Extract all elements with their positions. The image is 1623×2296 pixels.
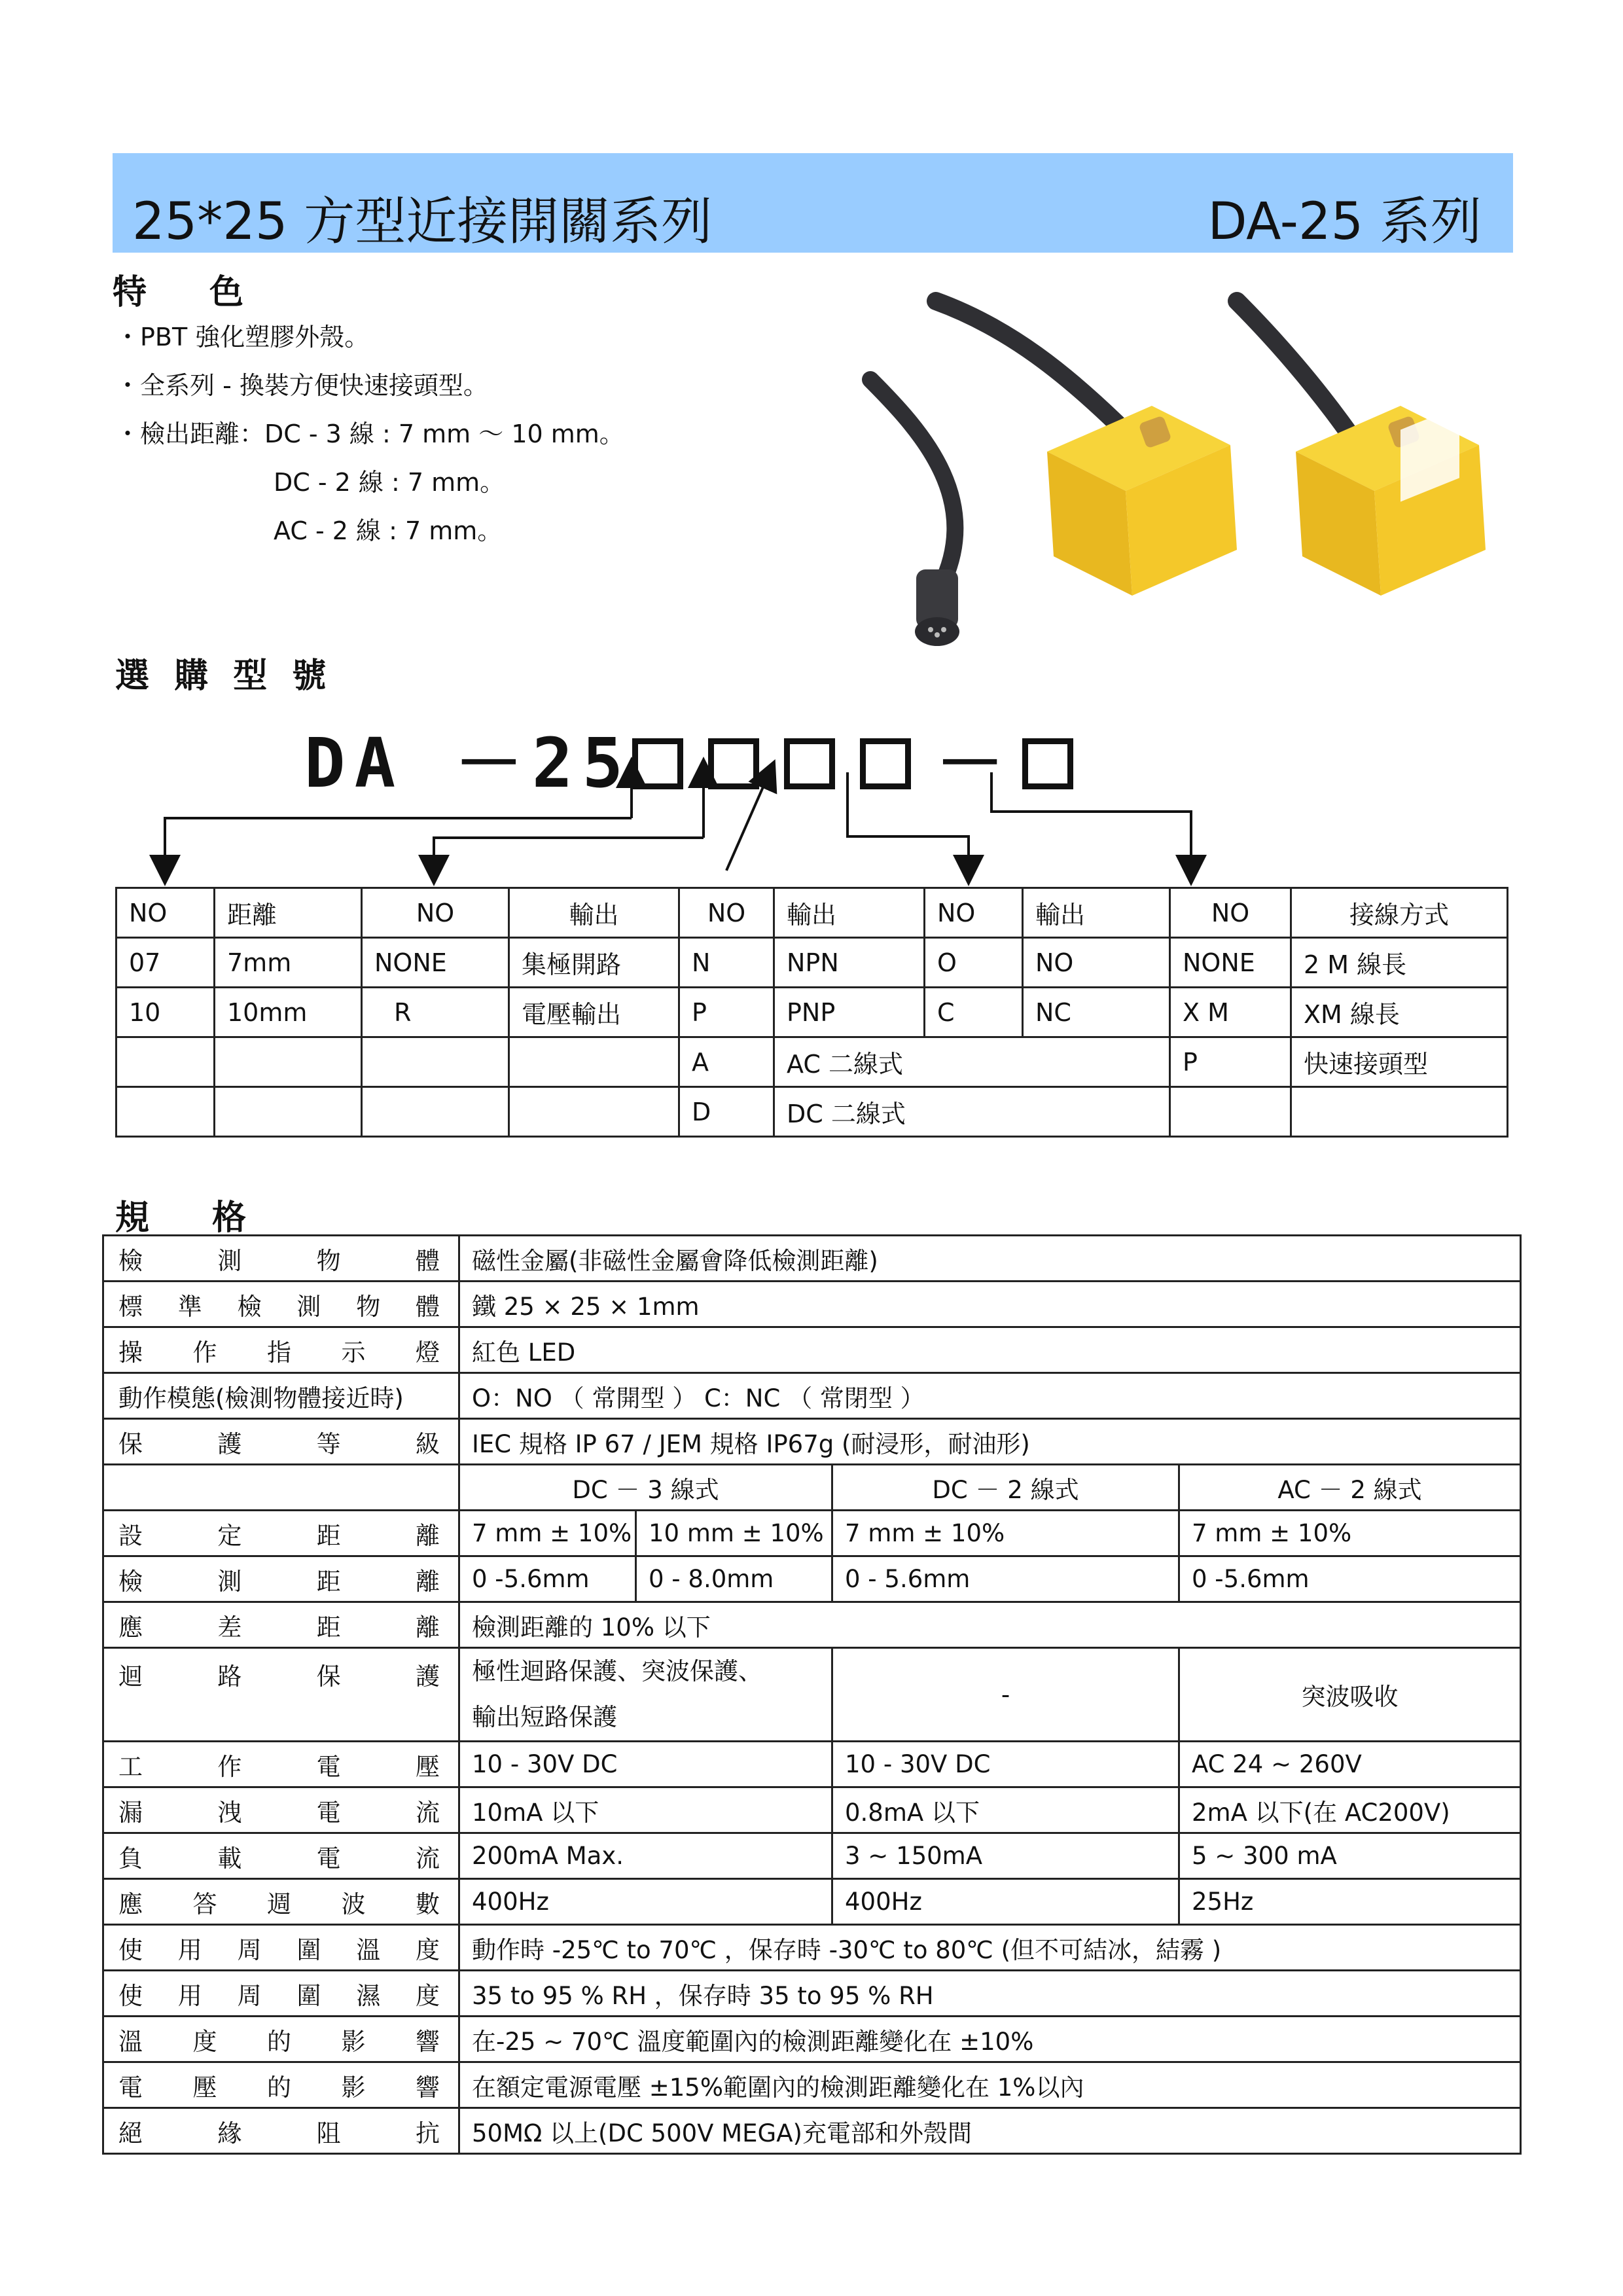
spec-subheader-row [103, 1465, 1521, 1511]
cell: 10mm [215, 988, 362, 1037]
table-row [103, 1925, 1521, 1971]
cell: AC 二線式 [774, 1037, 1170, 1087]
cell: XM 線長 [1291, 988, 1508, 1037]
product-photo [844, 288, 1505, 655]
spec-value: 10 mm ± 10% [636, 1511, 832, 1556]
table-row [116, 1087, 1508, 1137]
spec-label: 負載電流 [103, 1833, 459, 1879]
cell: NONE [362, 938, 509, 988]
table-row [103, 2062, 1521, 2108]
model-code-prefix: DA －25 [304, 723, 633, 803]
cell: NO [1023, 938, 1170, 988]
code-slot-5 [1022, 738, 1073, 789]
spec-label: 操作指示燈 [103, 1327, 459, 1373]
table-row [103, 1511, 1521, 1556]
spec-label: 保護等級 [103, 1419, 459, 1465]
cell [103, 1465, 459, 1511]
selection-heading: 選 購 型 號 [115, 656, 333, 696]
table-row [116, 1037, 1508, 1087]
spec-label: 工作電壓 [103, 1742, 459, 1787]
spec-value: 400Hz [459, 1879, 832, 1925]
cell [215, 1037, 362, 1087]
spec-label: 使用周圍溫度 [103, 1925, 459, 1971]
spec-label: 應答週波數 [103, 1879, 459, 1925]
spec-value: 35 to 95 % RH ，保存時 35 to 95 % RH [459, 1971, 1521, 2017]
spec-value: 紅色 LED [459, 1327, 1521, 1373]
spec-value: 0 - 8.0mm [636, 1556, 832, 1602]
spec-value: 7 mm ± 10% [1179, 1511, 1521, 1556]
title-banner [113, 153, 1513, 253]
sensor-right [1296, 406, 1486, 596]
spec-value: 0.8mA 以下 [832, 1787, 1179, 1833]
feature-line-5: AC - 2 線 : 7 mm。 [274, 516, 503, 545]
spec-value: 0 -5.6mm [459, 1556, 636, 1602]
spec-value: 10 - 30V DC [459, 1742, 832, 1787]
table-row [103, 2017, 1521, 2062]
spec-label: 檢測物體 [103, 1236, 459, 1282]
spec-value: 磁性金屬(非磁性金屬會降低檢測距離) [459, 1236, 1521, 1282]
selection-header-row [116, 888, 1508, 938]
feature-line-1: ・PBT 強化塑膠外殼。 [115, 323, 370, 351]
features-heading: 特 色 [113, 273, 259, 312]
spec-value: - [832, 1648, 1179, 1742]
page-title: 25*25 方型近接開關系列 [132, 192, 713, 251]
spec-label: 設定距離 [103, 1511, 459, 1556]
th-no: NO [1170, 888, 1291, 938]
table-row [103, 1971, 1521, 2017]
cell: 7mm [215, 938, 362, 988]
protection-line-1: 極性迴路保護、突波保護、 [472, 1657, 762, 1685]
spec-value: 25Hz [1179, 1879, 1521, 1925]
th-no: NO [116, 888, 215, 938]
spec-label: 絕緣阻抗 [103, 2108, 459, 2154]
code-slot-4 [860, 738, 911, 789]
code-slot-3 [784, 738, 835, 789]
code-slot-2 [708, 738, 759, 789]
spec-value: 突波吸收 [1179, 1648, 1521, 1742]
cell: X M [1170, 988, 1291, 1037]
spec-label: 應差距離 [103, 1602, 459, 1648]
sensor-left [1047, 310, 1237, 596]
cell: 快速接頭型 [1291, 1037, 1508, 1087]
cell: 07 [116, 938, 215, 988]
cell: O [925, 938, 1023, 988]
spec-value [459, 1648, 832, 1742]
spec-value: 2mA 以下(在 AC200V) [1179, 1787, 1521, 1833]
table-row [103, 1879, 1521, 1925]
spec-label: 動作模態(檢測物體接近時) [103, 1373, 459, 1419]
model-code-dash: － [936, 723, 1014, 803]
spec-value: 鐵 25 × 25 × 1mm [459, 1282, 1521, 1327]
th-no: NO [925, 888, 1023, 938]
spec-label: 迴路保護 [103, 1648, 459, 1742]
subheader-dc2: DC － 2 線式 [832, 1465, 1179, 1511]
spec-value: IEC 規格 IP 67 / JEM 規格 IP67g (耐浸形，耐油形) [459, 1419, 1521, 1465]
spec-value: 10mA 以下 [459, 1787, 832, 1833]
spec-value: 動作時 -25℃ to 70℃ ，保存時 -30℃ to 80℃ (但不可結冰，結霧 ) [459, 1925, 1521, 1971]
cell [1291, 1087, 1508, 1137]
spec-value: 3 ~ 150mA [832, 1833, 1179, 1879]
spec-label: 電壓的影響 [103, 2062, 459, 2108]
cell: DC 二線式 [774, 1087, 1170, 1137]
cell [116, 1087, 215, 1137]
cell [509, 1037, 679, 1087]
selection-table [115, 887, 1508, 1138]
th-no: NO [679, 888, 774, 938]
spec-label: 標準檢測物體 [103, 1282, 459, 1327]
spec-label: 使用周圍濕度 [103, 1971, 459, 2017]
model-code [304, 708, 1098, 806]
th-output: 輸出 [509, 888, 679, 938]
spec-value: 0 - 5.6mm [832, 1556, 1179, 1602]
cell [1170, 1087, 1291, 1137]
th-no: NO [362, 888, 509, 938]
spec-value: 5 ~ 300 mA [1179, 1833, 1521, 1879]
th-wiring: 接線方式 [1291, 888, 1508, 938]
spec-value: 在額定電源電壓 ±15%範圍內的檢測距離變化在 1%以內 [459, 2062, 1521, 2108]
table-row [116, 938, 1508, 988]
cell: N [679, 938, 774, 988]
table-row [103, 1327, 1521, 1373]
protection-line-2: 輸出短路保護 [472, 1703, 617, 1731]
table-row [116, 988, 1508, 1037]
feature-line-3: ・檢出距離：DC - 3 線 : 7 mm ～ 10 mm。 [115, 420, 624, 448]
spec-value: 50MΩ 以上(DC 500V MEGA)充電部和外殼間 [459, 2108, 1521, 2154]
table-row [103, 2108, 1521, 2154]
cell: R [362, 988, 509, 1037]
cell: A [679, 1037, 774, 1087]
table-row [103, 1419, 1521, 1465]
subheader-dc3: DC － 3 線式 [459, 1465, 832, 1511]
table-row [103, 1833, 1521, 1879]
cell: D [679, 1087, 774, 1137]
spec-value: 7 mm ± 10% [459, 1511, 636, 1556]
table-row [103, 1282, 1521, 1327]
table-row [103, 1742, 1521, 1787]
table-row [103, 1648, 1521, 1742]
cell [362, 1087, 509, 1137]
th-output: 輸出 [774, 888, 925, 938]
specs-heading: 規 格 [115, 1198, 261, 1238]
spec-value: AC 24 ~ 260V [1179, 1742, 1521, 1787]
connector-plug [915, 569, 959, 646]
cell: NONE [1170, 938, 1291, 988]
spec-value: 400Hz [832, 1879, 1179, 1925]
spec-value: 10 - 30V DC [832, 1742, 1179, 1787]
feature-line-4: DC - 2 線 : 7 mm。 [274, 468, 505, 497]
spec-label: 漏洩電流 [103, 1787, 459, 1833]
cell: 10 [116, 988, 215, 1037]
cell: 集極開路 [509, 938, 679, 988]
cell [215, 1087, 362, 1137]
feature-line-2: ・全系列 - 換裝方便快速接頭型。 [115, 371, 488, 400]
spec-value: O：NO （ 常開型 ） C：NC （ 常閉型 ） [459, 1373, 1521, 1419]
cell: P [1170, 1037, 1291, 1087]
table-row [103, 1787, 1521, 1833]
cell [116, 1037, 215, 1087]
th-distance: 距離 [215, 888, 362, 938]
subheader-ac2: AC － 2 線式 [1179, 1465, 1521, 1511]
table-row [103, 1556, 1521, 1602]
cell: NC [1023, 988, 1170, 1037]
cell: P [679, 988, 774, 1037]
cell: PNP [774, 988, 925, 1037]
spec-value: 檢測距離的 10% 以下 [459, 1602, 1521, 1648]
cell [362, 1037, 509, 1087]
cell: 2 M 線長 [1291, 938, 1508, 988]
spec-table [102, 1234, 1522, 2155]
spec-value: 0 -5.6mm [1179, 1556, 1521, 1602]
series-title: DA-25 系列 [1207, 192, 1482, 251]
spec-value: 7 mm ± 10% [832, 1511, 1179, 1556]
table-row [103, 1236, 1521, 1282]
spec-value: 在-25 ~ 70℃ 溫度範圍內的檢測距離變化在 ±10% [459, 2017, 1521, 2062]
table-row [103, 1373, 1521, 1419]
code-slot-1 [632, 738, 683, 789]
table-row [103, 1602, 1521, 1648]
spec-value: 200mA Max. [459, 1833, 832, 1879]
cell: 電壓輸出 [509, 988, 679, 1037]
cell: C [925, 988, 1023, 1037]
cell [509, 1087, 679, 1137]
spec-label: 檢測距離 [103, 1556, 459, 1602]
spec-label: 溫度的影響 [103, 2017, 459, 2062]
th-output: 輸出 [1023, 888, 1170, 938]
cell: NPN [774, 938, 925, 988]
